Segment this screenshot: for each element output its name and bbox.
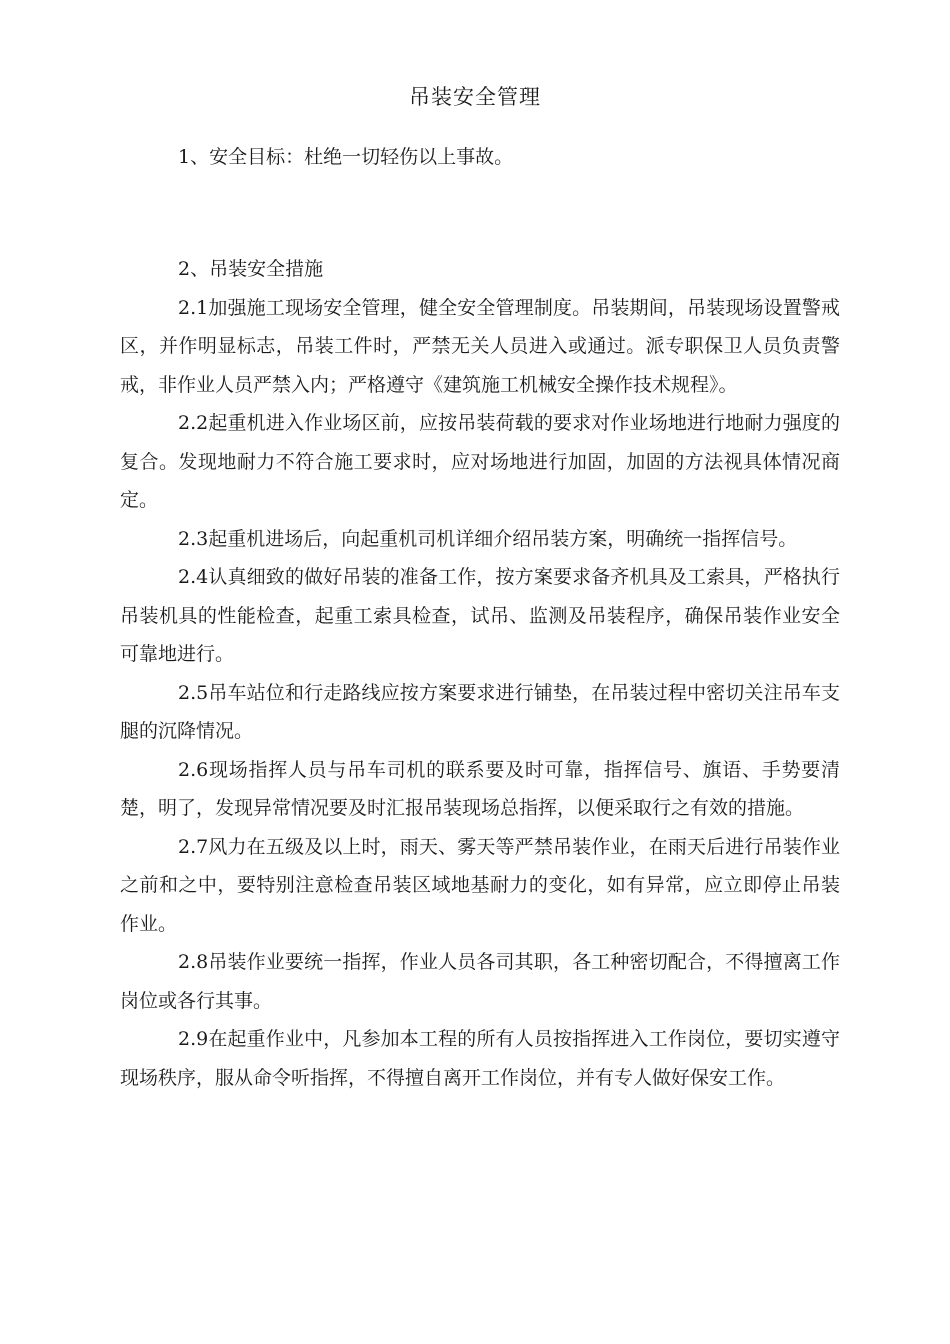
document-title: 吊装安全管理 bbox=[409, 85, 541, 109]
safety-goal-text: 1、安全目标：杜绝一切轻伤以上事故。 bbox=[178, 146, 514, 168]
section-heading: 2、吊装安全措施 bbox=[178, 258, 324, 280]
safety-measures-section bbox=[120, 250, 840, 1097]
measure-paragraph: 2.4认真细致的做好吊装的准备工作，按方案要求备齐机具及工索具，严格执行吊装机具的性能检查，起重工索具检查，试吊、监测及吊装程序，确保吊装作业安全可靠地进行。 bbox=[120, 566, 840, 665]
measure-paragraph: 2.9在起重作业中，凡参加本工程的所有人员按指挥进入工作岗位，要切实遵守现场秩序，服从命令听指挥，不得擅自离开工作岗位，并有专人做好保安工作。 bbox=[120, 1028, 840, 1089]
measure-paragraph: 2.1加强施工现场安全管理，健全安全管理制度。吊装期间，吊装现场设置警戒区，并作明显标志，吊装工件时，严禁无关人员进入或通过。派专职保卫人员负责警戒，非作业人员严禁入内；严格遵守《建筑施工机械安全操作技术规程》。 bbox=[120, 296, 840, 396]
measure-paragraph: 2.3起重机进场后，向起重机司机详细介绍吊装方案，明确统一指挥信号。 bbox=[178, 527, 798, 550]
measure-paragraph: 2.5吊车站位和行走路线应按方案要求进行铺垫，在吊装过程中密切关注吊车支腿的沉降情况。 bbox=[120, 681, 840, 742]
measure-paragraph: 2.8吊装作业要统一指挥，作业人员各司其职，各工种密切配合，不得擅离工作岗位或各行其事。 bbox=[120, 951, 840, 1012]
measure-paragraph: 2.6现场指挥人员与吊车司机的联系要及时可靠，指挥信号、旗语、手势要清楚，明了，发现异常情况要及时汇报吊装现场总指挥，以便采取行之有效的措施。 bbox=[120, 758, 840, 819]
measure-paragraph: 2.7风力在五级及以上时，雨天、雾天等严禁吊装作业，在雨天后进行吊装作业之前和之中，要特别注意检查吊装区域地基耐力的变化，如有异常，应立即停止吊装作业。 bbox=[120, 835, 840, 935]
measure-paragraph: 2.2起重机进入作业场区前，应按吊装荷载的要求对作业场地进行地耐力强度的复合。发现地耐力不符合施工要求时，应对场地进行加固，加固的方法视具体情况商定。 bbox=[120, 412, 840, 511]
safety-goal-block bbox=[120, 138, 840, 177]
